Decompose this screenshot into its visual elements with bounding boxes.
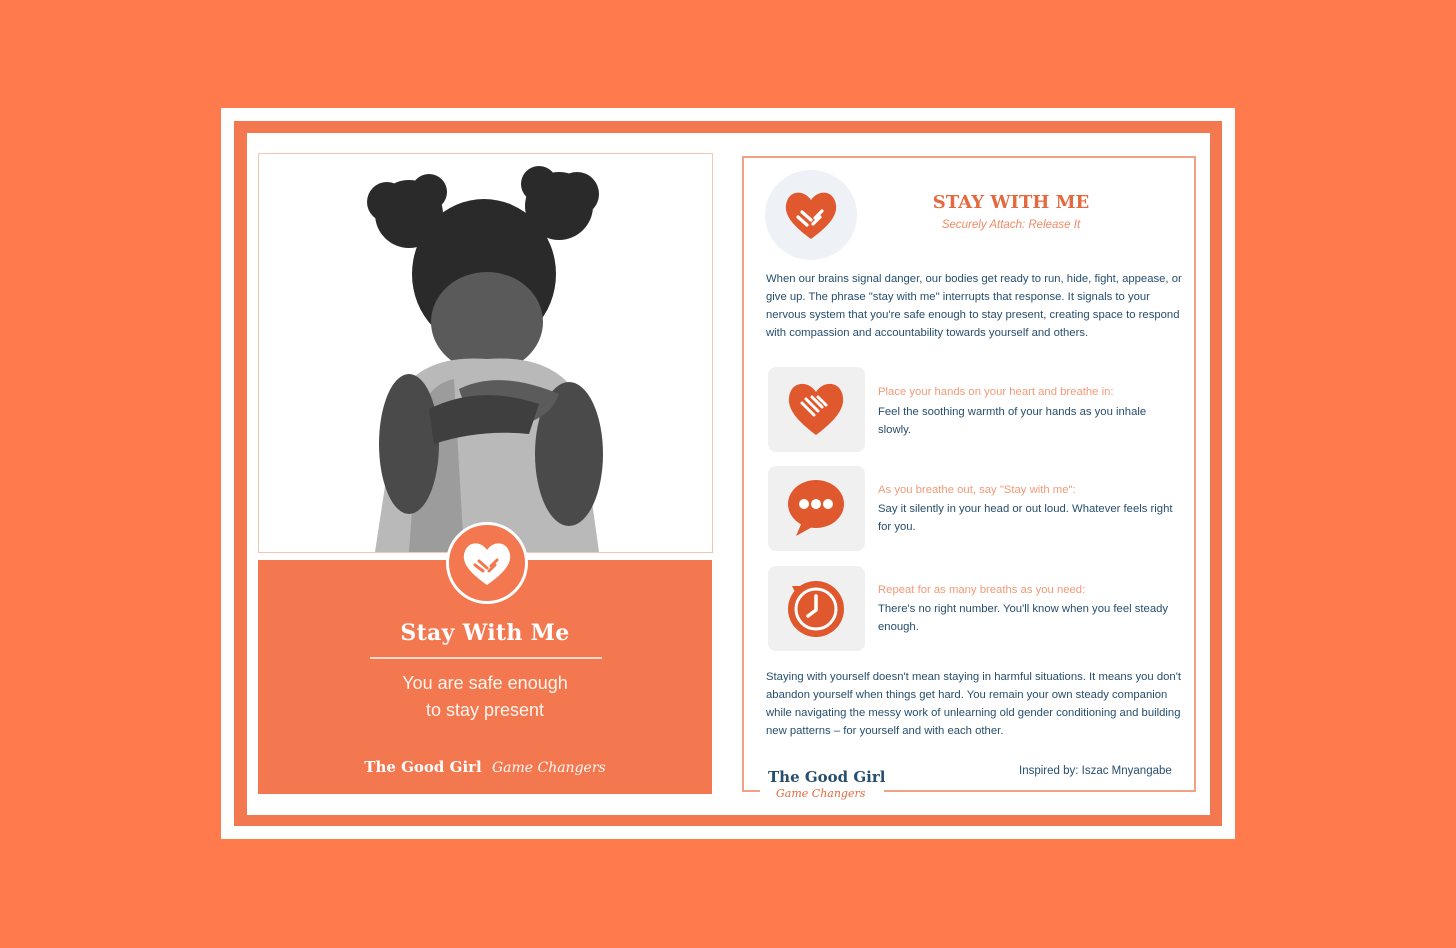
brand-logo bbox=[258, 758, 712, 776]
footer-logo-script: Game Changers bbox=[776, 787, 866, 800]
subtitle-line-1: You are safe enough bbox=[402, 673, 568, 693]
step-3-body: There's no right number. You'll know when you feel steady enough. bbox=[878, 603, 1169, 633]
timer-icon bbox=[784, 576, 848, 640]
footer-logo-name: The Good Girl bbox=[768, 768, 886, 786]
speech-bubble-icon bbox=[784, 476, 848, 540]
step-2-icon-tile bbox=[768, 466, 865, 551]
step-1-heading: Place your hands on your heart and breathe in: bbox=[878, 386, 1114, 398]
card-heading: STAY WITH ME bbox=[932, 192, 1090, 213]
step-3-icon-tile bbox=[768, 566, 865, 651]
child-photo bbox=[258, 153, 713, 553]
heart-hands-icon bbox=[784, 377, 848, 441]
step-3-heading: Repeat for as many breaths as you need: bbox=[878, 584, 1086, 596]
subtitle-line-2: to stay present bbox=[425, 700, 545, 720]
step-1-body: Feel the soothing warmth of your hands as you inhale slowly. bbox=[878, 406, 1147, 436]
step-1-icon-tile bbox=[768, 367, 865, 452]
step-2-heading: As you breathe out, say "Stay with me": bbox=[878, 484, 1076, 496]
heart-hands-icon bbox=[765, 170, 857, 260]
step-2-body: Say it silently in your head or out loud. Whatever feels right for you. bbox=[878, 503, 1173, 533]
intro-paragraph: When our brains signal danger, our bodies get ready to run, hide, fight, appease, or give up. The phrase "stay with me" interrupts that response. It signals to your nervous system that you're safe enough to stay present, creating space to respond with compassion and accountability towards yourself and others. bbox=[766, 273, 1182, 339]
credit-text: Inspired by: Iszac Mnyangabe bbox=[1019, 765, 1172, 777]
brand-name: The Good Girl bbox=[364, 758, 482, 776]
card-subheading: Securely Attach: Release It bbox=[941, 219, 1081, 231]
card-subtitle bbox=[258, 670, 712, 724]
brand-script: Game Changers bbox=[491, 760, 606, 776]
card-title: Stay With Me bbox=[400, 620, 570, 646]
title-divider bbox=[370, 657, 602, 659]
closing-paragraph: Staying with yourself doesn't mean staying in harmful situations. It means you don't abandon yourself when things get hard. You remain your own steady companion while navigating the messy work of unlearning old gender conditioning and building new patterns – for yourself and with each other. bbox=[766, 671, 1181, 737]
heart-hands-icon bbox=[446, 522, 528, 604]
